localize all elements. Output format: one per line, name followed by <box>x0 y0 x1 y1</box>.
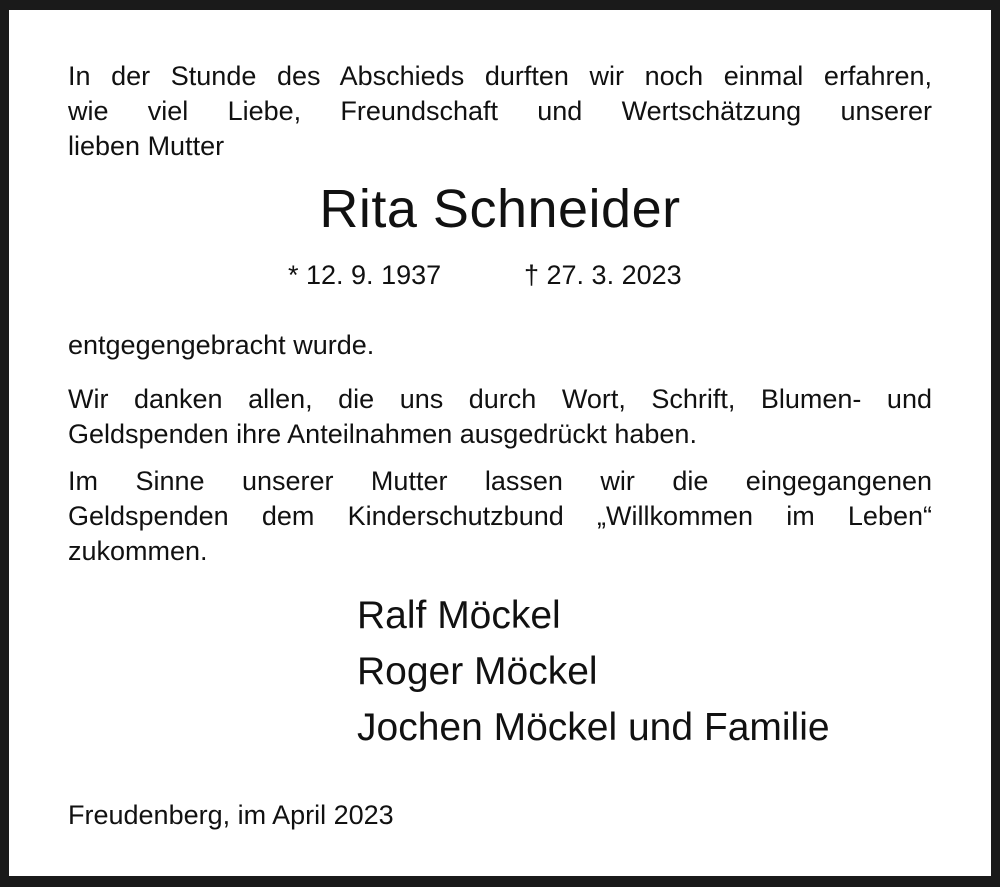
continuation-paragraph <box>68 328 932 363</box>
deceased-name: Rita Schneider <box>319 179 681 239</box>
death-date: † 27. 3. 2023 <box>524 260 682 290</box>
donation-line-1: Im Sinne unserer Mutter lassen wir die eingegangenen <box>68 466 932 496</box>
family-signatures <box>357 588 830 756</box>
intro-paragraph <box>68 59 932 164</box>
intro-line-2: wie viel Liebe, Freundschaft und Wertschätzung unserer <box>68 96 932 126</box>
thanks-paragraph <box>68 382 932 452</box>
thanks-line-1: Wir danken allen, die uns durch Wort, Schrift, Blumen- und <box>68 384 932 414</box>
family-member: Ralf Möckel <box>357 594 561 637</box>
family-member: Roger Möckel <box>357 650 598 693</box>
intro-line-3: lieben Mutter <box>68 131 225 161</box>
life-dates <box>0 257 1000 293</box>
donation-line-3: zukommen. <box>68 536 208 566</box>
intro-line-1: In der Stunde des Abschieds durften wir noch einmal erfahren, <box>68 61 932 91</box>
continuation-line: entgegengebracht wurde. <box>68 330 375 360</box>
donation-line-2: Geldspenden dem Kinderschutzbund „Willkommen im Leben“ <box>68 501 932 531</box>
donation-paragraph <box>68 464 932 569</box>
birth-date: * 12. 9. 1937 <box>288 260 442 290</box>
place-and-date: Freudenberg, im April 2023 <box>68 800 394 830</box>
thanks-line-2: Geldspenden ihre Anteilnahmen ausgedrückt haben. <box>68 419 697 449</box>
family-member: Jochen Möckel und Familie <box>357 706 830 749</box>
